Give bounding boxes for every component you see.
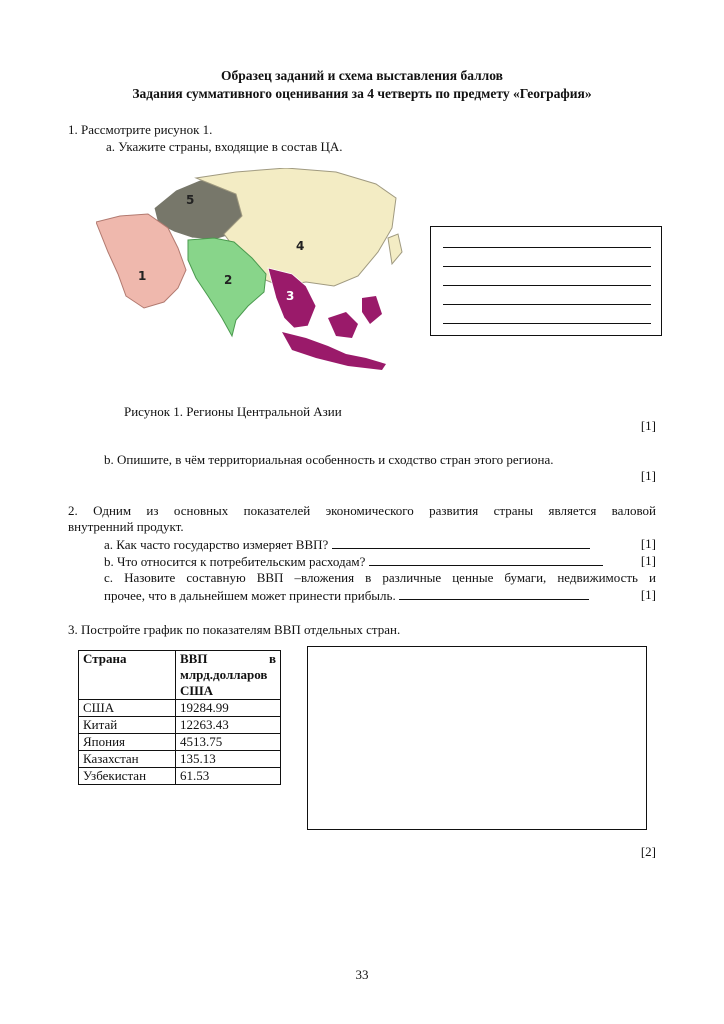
answer-box-q1a[interactable] bbox=[430, 226, 662, 336]
page-number: 33 bbox=[355, 967, 369, 982]
table-cell-country: США bbox=[79, 700, 176, 717]
table-cell-country: Казахстан bbox=[79, 751, 176, 768]
map-label-5: 5 bbox=[186, 193, 195, 207]
table-cell-country: Узбекистан bbox=[79, 768, 176, 785]
gdp-table bbox=[78, 650, 281, 785]
table-header-gdp bbox=[176, 651, 281, 700]
table-header-row bbox=[79, 651, 281, 700]
q2-a-points: [1] bbox=[640, 536, 656, 551]
table-row bbox=[79, 751, 281, 768]
q2-text-line2: внутренний продукт. bbox=[68, 519, 184, 534]
q3-text: 3. Постройте график по показателям ВВП отдельных стран. bbox=[68, 622, 401, 637]
q2-a-text bbox=[104, 536, 590, 553]
q2-c-points: [1] bbox=[640, 587, 656, 602]
q1-text: 1. Рассмотрите рисунок 1. bbox=[68, 122, 213, 137]
table-row bbox=[79, 717, 281, 734]
table-header-country: Страна bbox=[79, 651, 176, 700]
map-label-2: 2 bbox=[224, 273, 233, 287]
table-cell-country: Япония bbox=[79, 734, 176, 751]
q2-b-text bbox=[104, 553, 603, 570]
table-header-gdp-line1: ВВП в bbox=[180, 651, 276, 666]
table-header-gdp-line2: млрд.долларов bbox=[180, 667, 268, 682]
answer-line[interactable] bbox=[443, 247, 651, 248]
q2-b-answer-line[interactable] bbox=[369, 553, 603, 566]
q2-c-text-line1: c. Назовите составную ВВП –вложения в различные ценные бумаги, недвижимость и bbox=[104, 570, 656, 585]
page-title: Образец заданий и схема выставления баллов bbox=[221, 68, 503, 83]
table-row bbox=[79, 734, 281, 751]
answer-line[interactable] bbox=[443, 266, 651, 267]
asia-regions-map bbox=[96, 168, 406, 372]
q1-a-text: a. Укажите страны, входящие в состав ЦА. bbox=[106, 139, 343, 154]
q2-b-points: [1] bbox=[640, 553, 656, 568]
q2-a-answer-line[interactable] bbox=[332, 536, 590, 549]
table-cell-gdp: 12263.43 bbox=[176, 717, 281, 734]
q2-text-line1: 2. Одним из основных показателей экономического развития страны является валовой bbox=[68, 503, 656, 518]
q1-a-points: [1] bbox=[640, 418, 656, 433]
q1-b-text: b. Опишите, в чём территориальная особенность и сходство стран этого региона. bbox=[104, 452, 554, 467]
map-label-3: 3 bbox=[286, 289, 295, 303]
table-row bbox=[79, 700, 281, 717]
table-row bbox=[79, 768, 281, 785]
map-label-1: 1 bbox=[138, 269, 147, 283]
q3-points: [2] bbox=[640, 844, 656, 859]
q2-a-label: a. Как часто государство измеряет ВВП? bbox=[104, 537, 329, 552]
q2-c-text-line2 bbox=[104, 587, 589, 604]
chart-drawing-box[interactable] bbox=[307, 646, 647, 830]
figure-caption: Рисунок 1. Регионы Центральной Азии bbox=[124, 404, 342, 419]
q2-c-answer-line[interactable] bbox=[399, 587, 589, 600]
q1-b-points: [1] bbox=[640, 468, 656, 483]
table-cell-gdp: 4513.75 bbox=[176, 734, 281, 751]
map-label-4: 4 bbox=[296, 239, 305, 253]
page-subtitle: Задания суммативного оценивания за 4 четверть по предмету «География» bbox=[132, 86, 592, 101]
table-cell-country: Китай bbox=[79, 717, 176, 734]
q2-c-label: прочее, что в дальнейшем может принести прибыль. bbox=[104, 588, 396, 603]
table-cell-gdp: 19284.99 bbox=[176, 700, 281, 717]
table-cell-gdp: 135.13 bbox=[176, 751, 281, 768]
table-cell-gdp: 61.53 bbox=[176, 768, 281, 785]
q2-b-label: b. Что относится к потребительским расходам? bbox=[104, 554, 366, 569]
table-header-gdp-line3: США bbox=[180, 683, 214, 698]
answer-line[interactable] bbox=[443, 285, 651, 286]
answer-line[interactable] bbox=[443, 304, 651, 305]
answer-line[interactable] bbox=[443, 323, 651, 324]
